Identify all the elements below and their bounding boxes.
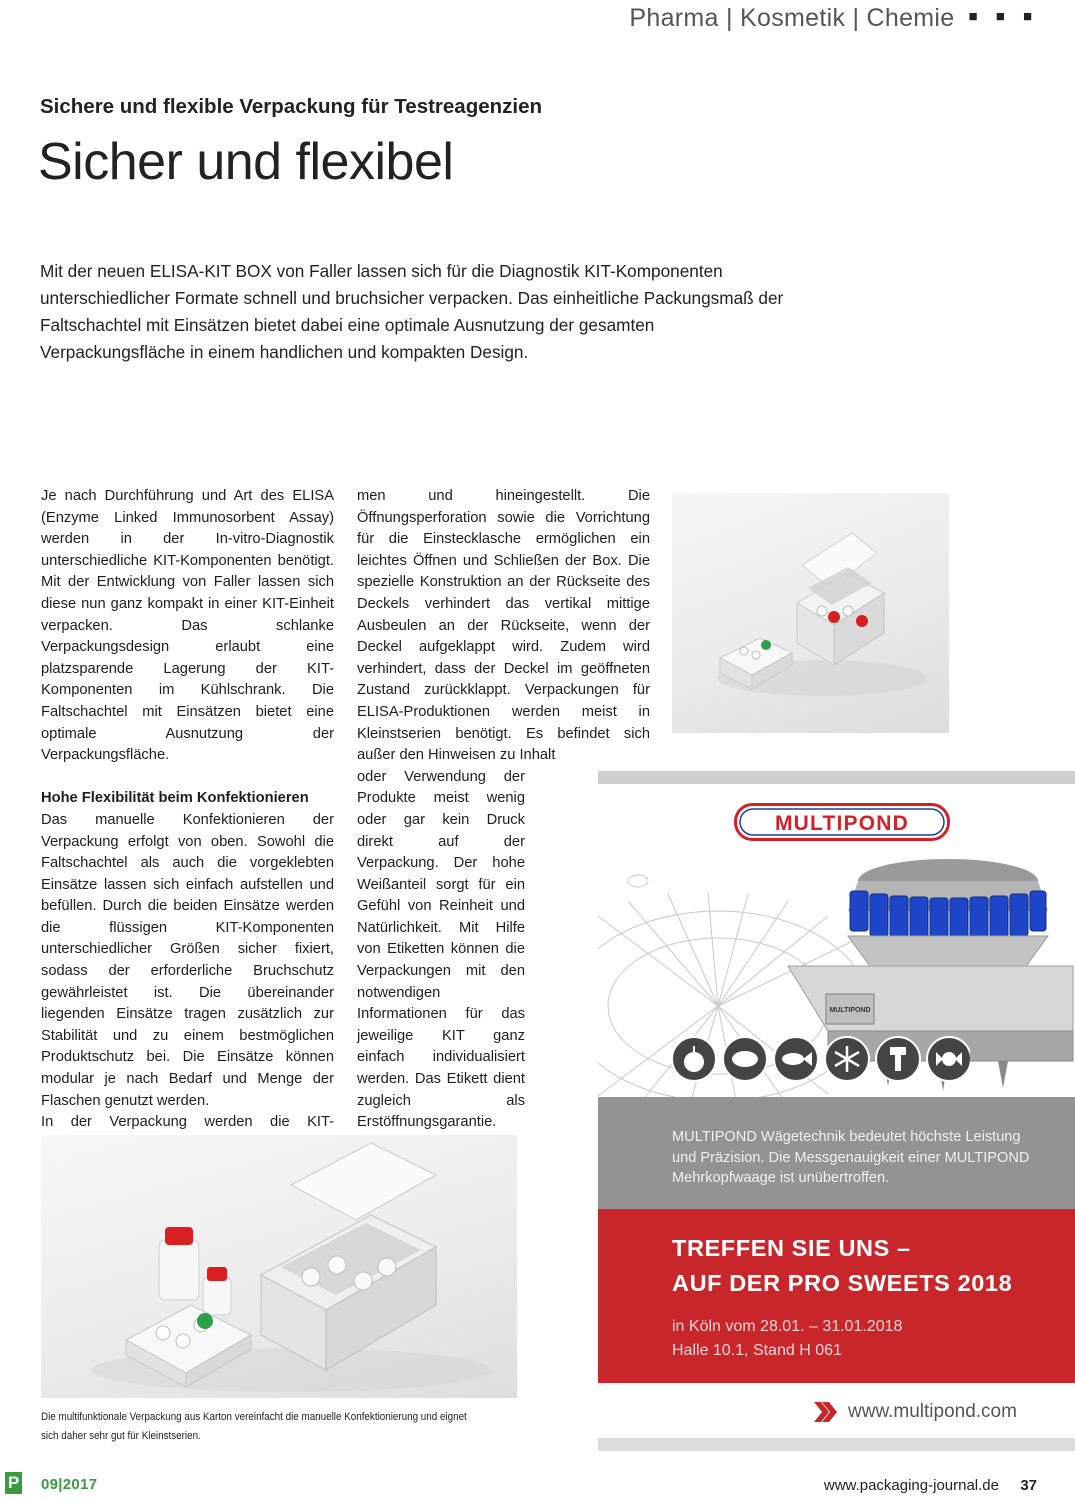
section-header xyxy=(629,4,1039,33)
frozen-icon xyxy=(825,1037,869,1081)
multipond-link[interactable] xyxy=(812,1399,1017,1425)
multipond-logo xyxy=(734,803,950,841)
photo-caption: Die multifunktionale Verpackung aus Karton vereinfacht die manuelle Konfektionierung und eignet sich daher sehr gut für Kleinstserien. xyxy=(41,1411,467,1442)
meat-icon xyxy=(723,1037,767,1081)
journal-url[interactable]: www.packaging-journal.de xyxy=(823,1477,999,1494)
product-photo-small xyxy=(672,493,949,733)
double-chevron-right-icon xyxy=(812,1399,838,1425)
machine-plate-label: MULTIPOND xyxy=(829,1007,871,1014)
ad-event-stand: Halle 10.1, Stand H 061 xyxy=(672,1341,842,1359)
section-title: Pharma | Kosmetik | Chemie xyxy=(629,4,955,32)
article-intro: Mit der neuen ELISA-KIT BOX von Faller lassen sich für die Diagnostik KIT-Komponenten unterschiedlicher Formate schnell und bruchsicher verpacken. Das einheitliche Packungsmaß der Faltschachtel mit Einsätzen bietet dabei eine optimale Ausnutzung der gesamten Verpackungsfläche in einem handlichen und kompakten Design. xyxy=(40,261,784,362)
page-number: 37 xyxy=(1020,1477,1037,1494)
fruit-icon xyxy=(672,1037,716,1081)
kit-box-large-illustration xyxy=(41,1135,517,1398)
logo-text: MULTIPOND xyxy=(774,812,910,835)
candy-icon xyxy=(927,1037,970,1081)
paragraph-text: oder Verwendung der Produkte meist wenig oder gar kein Druck direkt auf der Verpackung. Der hohe Weißanteil sorgt für ein Gefühl von Reinheit und Natürlichkeit. Mit Hilfe von Etiketten können die Verpackungen mit den notwendigen Informationen für das jeweilige KIT ganz einfach individualisiert werden. Das Etikett dient zugleich als Erstöffnungsgarantie. xyxy=(357,768,525,1131)
paragraph: Je nach Durchführung und Art des ELISA (Enzyme Linked Immunosorbent Assay) werden in der In-vitro-Diagnostik unterschiedliche KIT-Komponenten benötigt. Mit der Entwicklung von Faller lassen sich diese nun ganz kompakt in einer KIT-Einheit verpacken. Das schlanke Verpackungsdesign erlaubt eine platzsparende Lagerung der KIT-Komponenten im Kühlschrank. Die Faltschachtel mit Einsätzen bietet eine optimale Ausnutzung der Verpackungsfläche. xyxy=(41,488,334,764)
article-kicker: Sichere und flexible Verpackung für Testreagenzien xyxy=(40,95,543,118)
article-title: Sicher und flexibel xyxy=(38,133,454,191)
ad-top-bar xyxy=(598,771,1075,784)
article-subhead: Hohe Flexibilität beim Konfektionieren xyxy=(41,790,309,807)
section-squares: ■ ■ ■ xyxy=(968,7,1039,25)
paragraph: men und hineingestellt. Die Öffnungsperforation sowie die Vorrichtung für die Einstecklasche ermöglichen ein leichtes Öffnen und Schließen der Box. Die spezielle Konstruktion an der Rückseite des Deckels verhindert das vertikal mittige Ausbeulen an der Rückseite, wenn der Deckel aufgeklappt wird. Zudem wird verhindert, dass der Deckel im geöffneten Zustand zurückklappt. Verpackungen für ELISA-Produktionen werden meist in Kleinstserien benötigt. Es befindet sich außer den Hinweisen zu Inhalt xyxy=(357,488,650,764)
product-photo-large xyxy=(41,1135,517,1398)
product-icon-row xyxy=(670,1034,970,1084)
ad-event-line-2: AUF DER PRO SWEETS 2018 xyxy=(672,1270,1013,1296)
paragraph: Das manuelle Konfektionieren der Verpackung erfolgt von oben. Sowohl die Faltschachtel als auch die vorgeklebten Einsätze lassen sich einfach aufstellen und befüllen. Durch die beiden Einsätze werden die flüssigen KIT-Komponenten unterschiedlicher Größen sicher fixiert, sodass der erforderliche Bruchschutz gewährleistet ist. Die übereinander liegenden Einsätze tragen zusätzlich zur Stabilität und zu einem bestmöglichen Produktschutz bei. Die Einsätze können modular je nach Bedarf und Menge der Flaschen genutzt werden. xyxy=(41,811,334,1109)
fish-icon xyxy=(774,1037,818,1081)
paragraph: In der Verpackung werden die KIT- xyxy=(41,1114,334,1131)
ad-claim: MULTIPOND Wägetechnik bedeutet höchste Leistung und Präzision. Die Messgenauigkeit einer MULTIPOND Mehrkopfwaage ist unübertroffen. xyxy=(672,1129,1030,1186)
ad-event-line-1: TREFFEN SIE UNS – xyxy=(672,1235,911,1261)
ad-event-details xyxy=(672,1315,902,1362)
multipond-logo-graphic xyxy=(734,803,950,841)
journal-logo-icon: P xyxy=(5,1472,22,1494)
ad-gray-panel xyxy=(598,1097,1075,1209)
ad-red-panel xyxy=(598,1209,1075,1383)
ad-bottom-bar xyxy=(598,1438,1075,1451)
kit-box-illustration xyxy=(672,493,949,733)
paragraph-narrow xyxy=(357,767,525,1156)
ad-event-dates: in Köln vom 28.01. – 31.01.2018 xyxy=(672,1318,903,1335)
multipond-url: www.multipond.com xyxy=(848,1401,1017,1422)
ad-event-headline xyxy=(672,1231,1012,1301)
multipond-ad[interactable] xyxy=(598,771,1075,1451)
issue-number: 09|2017 xyxy=(41,1476,98,1493)
hardware-icon xyxy=(876,1037,920,1081)
article-column-1 xyxy=(41,486,334,1177)
